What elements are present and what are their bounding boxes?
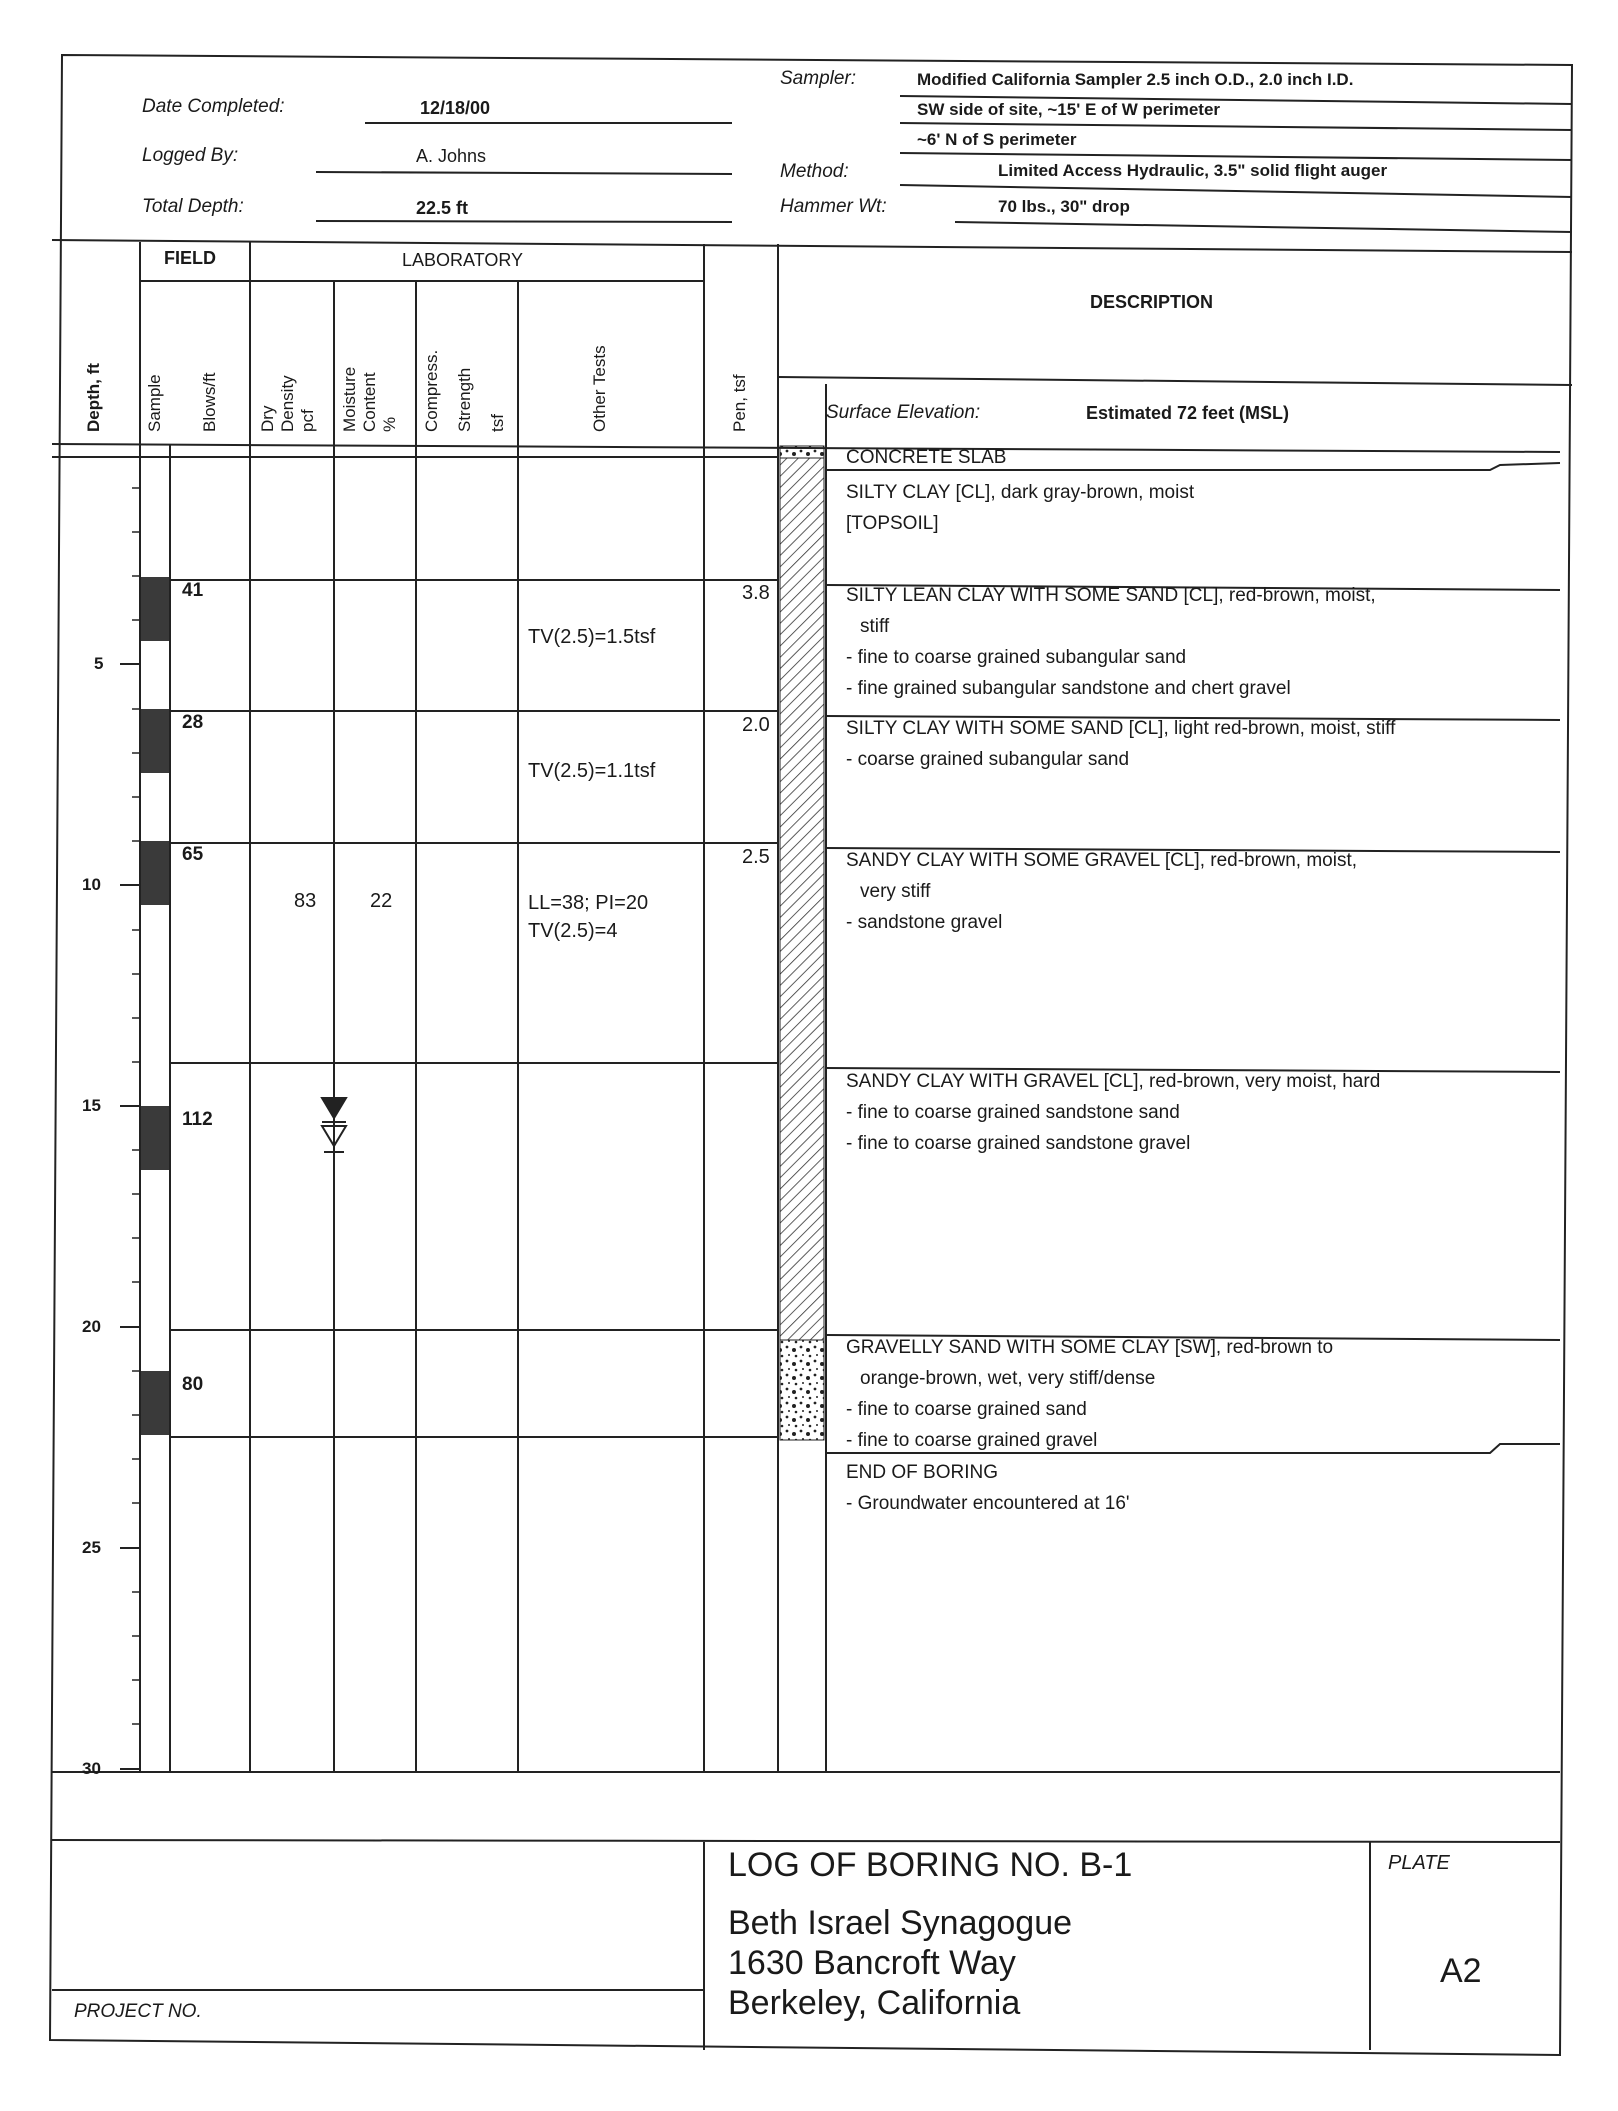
layer-description	[846, 1332, 1333, 1456]
pen-value: 2.0	[742, 714, 770, 736]
location-line-2: ~6' N of S perimeter	[917, 130, 1077, 149]
layer-line: - fine to coarse grained subangular sand	[846, 647, 1187, 668]
layer-line: - fine to coarse grained gravel	[846, 1430, 1098, 1451]
total-depth-value: 22.5 ft	[416, 198, 469, 218]
hammer-value: 70 lbs., 30" drop	[998, 197, 1130, 216]
layer-line: - Groundwater encountered at 16'	[846, 1493, 1130, 1514]
layer-line: - fine grained subangular sandstone and chert gravel	[846, 678, 1291, 699]
other-tests-value: TV(2.5)=1.1tsf	[528, 760, 656, 782]
surface-elevation-label: Surface Elevation:	[826, 402, 981, 423]
layer-line: SILTY CLAY WITH SOME SAND [CL], light red-brown, moist, stiff	[846, 718, 1396, 739]
compress-label-3: tsf	[488, 414, 507, 432]
layer-line: - sandstone gravel	[846, 912, 1003, 933]
depth-tick-label: 5	[94, 654, 104, 673]
logged-by-value: A. Johns	[416, 146, 487, 166]
layer-line: - fine to coarse grained sandstone sand	[846, 1102, 1180, 1123]
project-city: Berkeley, California	[728, 1984, 1021, 2022]
layer-line: very stiff	[860, 881, 931, 902]
layer-line: END OF BORING	[846, 1462, 999, 1483]
clay-hatch-symbol	[780, 458, 824, 1340]
pen-column-label: Pen, tsf	[730, 374, 749, 432]
moisture-label-3: %	[380, 416, 399, 432]
sand-gravel-symbol	[780, 1340, 824, 1440]
other-tests-label: Other Tests	[590, 345, 609, 432]
method-label: Method:	[780, 161, 849, 182]
dry-density-label-3: pcf	[298, 409, 317, 432]
sample-column-label: Sample	[145, 374, 164, 432]
other-tests-value: LL=38; PI=20	[528, 892, 649, 914]
laboratory-header: LABORATORY	[402, 250, 524, 270]
date-completed-value: 12/18/00	[420, 98, 491, 118]
log-title: LOG OF BORING NO. B-1	[728, 1846, 1133, 1884]
blow-count: 28	[182, 712, 204, 733]
layer-description	[846, 845, 1357, 938]
layer-description	[846, 447, 1006, 469]
blows-column-label: Blows/ft	[200, 372, 219, 432]
moisture-label-1: Moisture	[340, 366, 359, 432]
concrete-slab-symbol	[780, 446, 824, 458]
layer-line: SILTY LEAN CLAY WITH SOME SAND [CL], red-brown, moist,	[846, 585, 1376, 606]
depth-tick-label: 20	[82, 1317, 101, 1336]
blow-count: 65	[182, 844, 204, 865]
surface-elevation-value: Estimated 72 feet (MSL)	[1086, 403, 1290, 423]
layer-line: [TOPSOIL]	[846, 513, 939, 534]
plate-number: A2	[1440, 1952, 1482, 1990]
blow-count: 41	[182, 580, 204, 601]
project-no-label: PROJECT NO.	[74, 2001, 202, 2022]
compress-label-1: Compress.	[422, 349, 441, 432]
date-completed-label: Date Completed:	[142, 96, 285, 117]
other-tests-value: TV(2.5)=1.5tsf	[528, 626, 656, 648]
dry-density-value: 83	[294, 890, 317, 912]
moisture-label-2: Content	[360, 372, 379, 432]
hammer-label: Hammer Wt:	[780, 196, 887, 217]
compress-label-2: Strength	[455, 367, 474, 432]
blow-count: 80	[182, 1374, 204, 1395]
sample-bars	[141, 577, 169, 1435]
layer-line: - fine to coarse grained sandstone gravel	[846, 1133, 1191, 1154]
layer-line: SANDY CLAY WITH GRAVEL [CL], red-brown, very moist, hard	[846, 1071, 1381, 1092]
layer-line: SILTY CLAY [CL], dark gray-brown, moist	[846, 482, 1195, 503]
layer-description	[846, 477, 1194, 539]
dry-density-label-1: Dry	[258, 405, 277, 432]
total-depth-label: Total Depth:	[142, 196, 244, 217]
description-header: DESCRIPTION	[1090, 292, 1214, 312]
location-line-1: SW side of site, ~15' E of W perimeter	[917, 100, 1221, 119]
project-address: 1630 Bancroft Way	[728, 1944, 1016, 1982]
layer-line: SANDY CLAY WITH SOME GRAVEL [CL], red-brown, moist,	[846, 850, 1358, 871]
sampler-label: Sampler:	[780, 68, 857, 89]
moisture-value: 22	[370, 890, 393, 912]
depth-tick-label: 15	[82, 1096, 101, 1115]
field-header: FIELD	[164, 248, 216, 268]
method-value: Limited Access Hydraulic, 3.5" solid flight auger	[998, 161, 1388, 180]
depth-tick-label: 10	[82, 875, 101, 894]
blow-count: 112	[182, 1109, 213, 1130]
project-name: Beth Israel Synagogue	[728, 1904, 1073, 1942]
layer-description	[846, 1457, 1130, 1519]
plate-label: PLATE	[1388, 1852, 1450, 1874]
pen-value: 3.8	[742, 582, 770, 604]
dry-density-label-2: Density	[278, 375, 297, 432]
layer-line: - coarse grained subangular sand	[846, 749, 1130, 770]
depth-tick-label: 30	[82, 1759, 101, 1778]
layer-description	[846, 580, 1376, 704]
layer-line: stiff	[860, 616, 890, 637]
groundwater-symbol	[322, 1098, 346, 1158]
logged-by-label: Logged By:	[142, 145, 239, 166]
layer-description	[846, 713, 1395, 775]
layer-line: GRAVELLY SAND WITH SOME CLAY [SW], red-brown to	[846, 1337, 1334, 1358]
pen-value: 2.5	[742, 846, 770, 868]
layer-description	[846, 1066, 1380, 1159]
sampler-value: Modified California Sampler 2.5 inch O.D., 2.0 inch I.D.	[917, 70, 1354, 89]
depth-tick-label: 25	[82, 1538, 101, 1557]
other-tests-value: TV(2.5)=4	[528, 920, 618, 942]
depth-column-label: Depth, ft	[84, 363, 103, 432]
layer-line: CONCRETE SLAB	[846, 447, 1007, 468]
layer-line: orange-brown, wet, very stiff/dense	[860, 1368, 1156, 1389]
layer-line: - fine to coarse grained sand	[846, 1399, 1087, 1420]
